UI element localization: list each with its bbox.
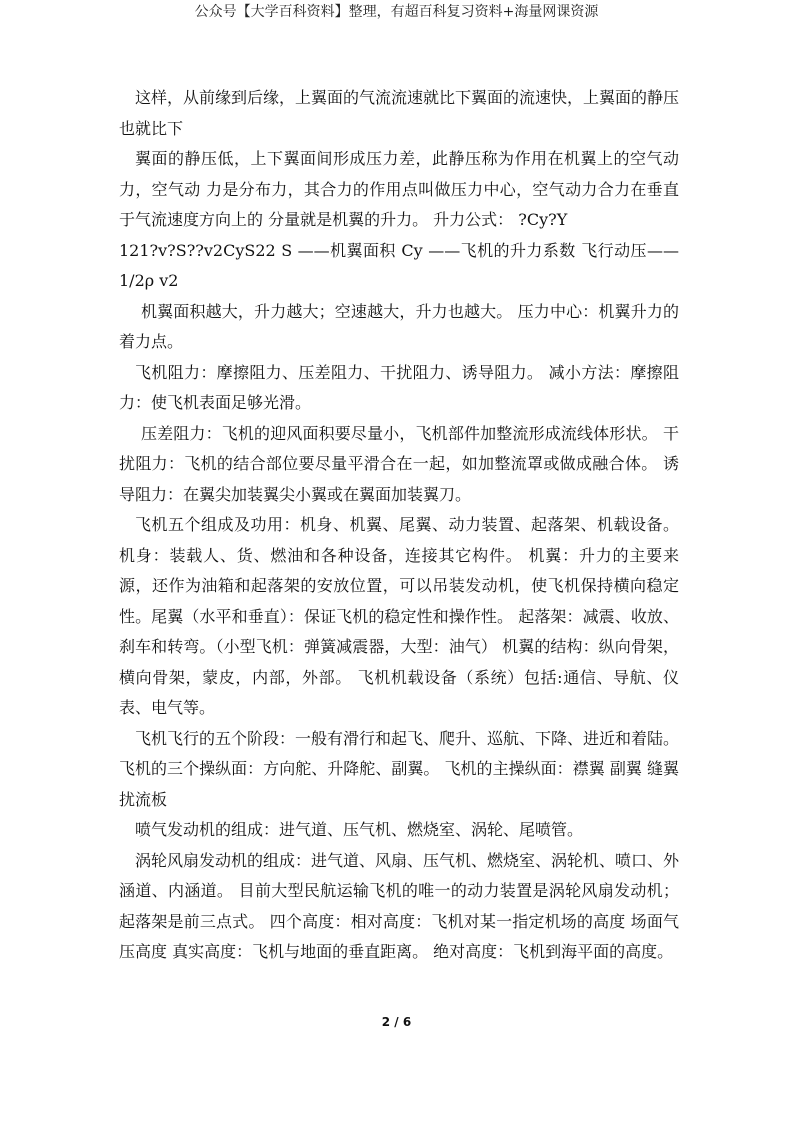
- paragraph-jet-engine: 喷气发动机的组成：进气道、压气机、燃烧室、涡轮、尾喷管。: [135, 820, 584, 839]
- document-body: [119, 83, 679, 968]
- paragraph-flight-phases: 飞机飞行的五个阶段：一般有滑行和起飞、爬升、巡航、下降、进近和着陆。飞机的三个操纵面：方向舵、升降舵、副翼。 飞机的主操纵面：襟翼 副翼 缝翼 扰流板: [119, 728, 680, 809]
- paragraph-static-pressure: 这样，从前缘到后缘，上翼面的气流流速就比下翼面的流速快，上翼面的静压也就比下: [119, 88, 680, 138]
- paragraph-drag-reduction: 压差阻力：飞机的迎风面积要尽量小，飞机部件加整流形成流线体形状。 干扰阻力：飞机的结合部位要尽量平滑合在一起，如加整流罩或做成融合体。 诱导阻力：在翼尖加装翼尖小翼或在翼面加装翼刀。: [119, 423, 679, 504]
- paragraph-lift-formula: 121?v?S??v2CyS22 S ——机翼面积 Cy ——飞机的升力系数 飞行动压——1/2ρ v2: [119, 240, 679, 290]
- paragraph-pressure-center: 机翼面积越大，升力越大；空速越大，升力也越大。 压力中心：机翼升力的着力点。: [119, 301, 679, 351]
- paragraph-drag: 飞机阻力：摩擦阻力、压差阻力、干扰阻力、诱导阻力。 减小方法：摩擦阻力：使飞机表面足够光滑。: [119, 362, 679, 412]
- page-header: 公众号【大学百科资料】整理，有超百科复习资料+海量网课资源: [194, 4, 599, 20]
- paragraph-lift-definition: 翼面的静压低，上下翼面间形成压力差，此静压称为作用在机翼上的空气动力，空气动 力是分布力，其合力的作用点叫做压力中心，空气动力合力在垂直于气流速度方向上的 分量就是机翼的升力。 升力公式： ?Cy?Y: [119, 149, 679, 229]
- page-number: 2 / 6: [381, 1015, 412, 1029]
- paragraph-turbofan-altitudes: 涡轮风扇发动机的组成：进气道、风扇、压气机、燃烧室、涡轮机、喷口、外涵道、内涵道。 目前大型民航运输飞机的唯一的动力装置是涡轮风扇发动机；起落架是前三点式。 四个高度：相对高度：飞机对某一指定机场的高度 场面气压高度 真实高度：飞机与地面的垂直距离。 绝对高度：飞机到海平面的高度。: [119, 850, 680, 961]
- paragraph-aircraft-components: 飞机五个组成及功用：机身、机翼、尾翼、动力装置、起落架、机载设备。 机身：装载人、货、燃油和各种设备，连接其它构件。 机翼：升力的主要来源，还作为油箱和起落架的安放位置，可以吊装发动机，使飞机保持横向稳定性。尾翼（水平和垂直）：保证飞机的稳定性和操作性。 起落架：减震、收放、刹车和转弯。（小型飞机：弹簧减震器，大型：油气） 机翼的结构：纵向骨架，横向骨架，蒙皮，内部，外部。 飞机机载设备（系统）包括:通信、导航、仪表、电气等。: [119, 515, 679, 717]
